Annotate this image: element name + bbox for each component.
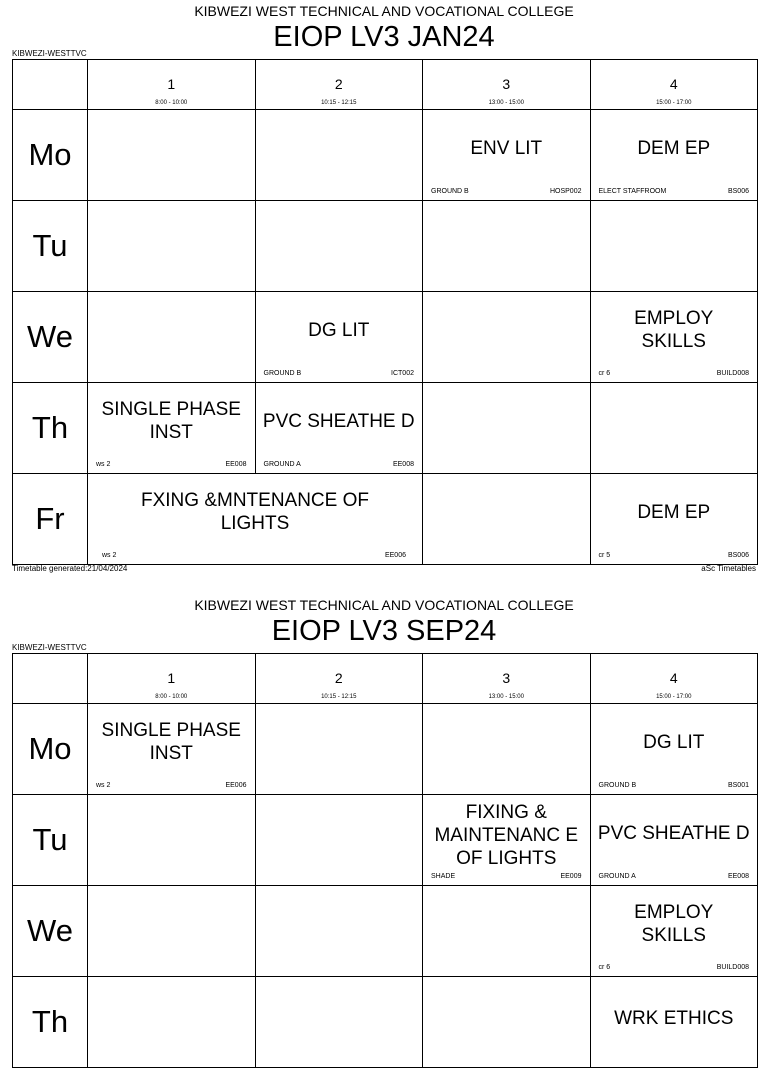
lesson-room: GROUND A bbox=[263, 461, 301, 468]
lesson-cell bbox=[590, 886, 758, 977]
period-number: 2 bbox=[334, 76, 343, 92]
period-header bbox=[255, 60, 423, 110]
lesson-subject: ENV LIT bbox=[470, 137, 543, 159]
lesson-code: BUILD008 bbox=[716, 370, 749, 377]
period-header bbox=[255, 654, 423, 704]
day-row-thursday bbox=[13, 383, 758, 474]
lesson-cell bbox=[590, 795, 758, 886]
day-row-monday bbox=[13, 704, 758, 795]
day-label: Tu bbox=[13, 795, 88, 886]
period-time: 13:00 - 15:00 bbox=[488, 100, 524, 106]
lesson-room: cr 6 bbox=[598, 964, 611, 971]
lesson-cell bbox=[88, 977, 256, 1068]
lesson-cell bbox=[423, 886, 591, 977]
lesson-cell bbox=[255, 110, 423, 201]
lesson-cell bbox=[255, 795, 423, 886]
day-label: Mo bbox=[13, 110, 88, 201]
lesson-cell bbox=[88, 886, 256, 977]
lesson-room: GROUND B bbox=[431, 188, 469, 195]
lesson-subject: PVC SHEATHE D bbox=[262, 410, 415, 432]
lesson-cell bbox=[88, 704, 256, 795]
day-row-tuesday bbox=[13, 795, 758, 886]
lesson-cell bbox=[590, 977, 758, 1068]
period-header bbox=[423, 60, 591, 110]
college-name: KIBWEZI WEST TECHNICAL AND VOCATIONAL COLLEGE bbox=[194, 597, 574, 613]
lesson-room: ws 2 bbox=[96, 461, 111, 468]
period-time: 13:00 - 15:00 bbox=[488, 694, 524, 700]
lesson-subject: FIXING & MAINTENANC E OF LIGHTS bbox=[434, 801, 579, 869]
lesson-code: ICT002 bbox=[391, 370, 414, 377]
day-label: Tu bbox=[13, 201, 88, 292]
lesson-code: BS006 bbox=[727, 188, 749, 195]
lesson-cell bbox=[590, 201, 758, 292]
corner-cell bbox=[13, 654, 88, 704]
period-time: 10:15 - 12:15 bbox=[321, 694, 357, 700]
day-label: Fr bbox=[13, 474, 88, 565]
period-number: 1 bbox=[167, 670, 176, 686]
lesson-room: cr 6 bbox=[598, 370, 611, 377]
day-row-thursday bbox=[13, 977, 758, 1068]
lesson-cell bbox=[255, 977, 423, 1068]
lesson-subject: EMPLOY SKILLS bbox=[634, 308, 714, 352]
lesson-code: BS006 bbox=[727, 552, 749, 559]
period-number: 4 bbox=[669, 670, 678, 686]
lesson-code: BUILD008 bbox=[716, 964, 749, 971]
day-row-tuesday bbox=[13, 201, 758, 292]
lesson-cell bbox=[590, 110, 758, 201]
lesson-code: EE008 bbox=[225, 461, 247, 468]
day-label: Mo bbox=[13, 704, 88, 795]
lesson-cell bbox=[88, 292, 256, 383]
period-time: 10:15 - 12:15 bbox=[321, 100, 357, 106]
period-header-row bbox=[13, 654, 758, 704]
lesson-subject: DG LIT bbox=[308, 319, 370, 341]
day-label: Th bbox=[13, 383, 88, 474]
lesson-cell bbox=[255, 292, 423, 383]
school-code: KIBWEZI-WESTTVC bbox=[12, 49, 87, 58]
lesson-subject: DEM EP bbox=[637, 501, 711, 523]
day-row-wednesday bbox=[13, 292, 758, 383]
lesson-subject: WRK ETHICS bbox=[614, 1008, 734, 1029]
lesson-code: EE008 bbox=[392, 461, 414, 468]
period-header bbox=[423, 654, 591, 704]
lesson-cell bbox=[88, 201, 256, 292]
lesson-subject: DEM EP bbox=[637, 137, 711, 159]
lesson-cell bbox=[255, 383, 423, 474]
software-credit: aSc Timetables bbox=[701, 564, 756, 573]
period-header bbox=[88, 60, 256, 110]
lesson-cell bbox=[590, 383, 758, 474]
period-number: 1 bbox=[167, 76, 176, 92]
lesson-cell bbox=[88, 383, 256, 474]
lesson-subject: FXING &MNTENANCE OF LIGHTS bbox=[140, 490, 369, 534]
lesson-cell bbox=[590, 474, 758, 565]
lesson-code: EE006 bbox=[225, 782, 247, 789]
lesson-room: GROUND B bbox=[263, 370, 302, 377]
day-row-friday bbox=[13, 474, 758, 565]
lesson-subject: DG LIT bbox=[643, 731, 705, 753]
lesson-room: ws 2 bbox=[102, 552, 117, 559]
lesson-room: ws 2 bbox=[96, 782, 111, 789]
period-time: 8:00 - 10:00 bbox=[155, 100, 188, 106]
lesson-room: GROUND B bbox=[598, 782, 637, 789]
lesson-cell bbox=[88, 110, 256, 201]
period-number: 3 bbox=[502, 76, 511, 92]
lesson-code: EE008 bbox=[727, 873, 749, 880]
school-code: KIBWEZI-WESTTVC bbox=[12, 643, 87, 652]
lesson-subject: SINGLE PHASE INST bbox=[101, 399, 241, 443]
lesson-cell bbox=[255, 201, 423, 292]
generated-date: Timetable generated:21/04/2024 bbox=[12, 564, 128, 573]
day-label: We bbox=[13, 886, 88, 977]
lesson-code: BS001 bbox=[727, 782, 749, 789]
lesson-cell bbox=[423, 383, 591, 474]
lesson-cell bbox=[423, 292, 591, 383]
lesson-cell bbox=[88, 795, 256, 886]
timetable-grid bbox=[12, 653, 758, 1068]
period-header bbox=[590, 60, 758, 110]
timetable-grid bbox=[12, 59, 758, 565]
college-name: KIBWEZI WEST TECHNICAL AND VOCATIONAL COLLEGE bbox=[194, 3, 574, 19]
corner-cell bbox=[13, 60, 88, 110]
period-header bbox=[590, 654, 758, 704]
period-number: 3 bbox=[502, 670, 511, 686]
lesson-subject: SINGLE PHASE INST bbox=[101, 720, 241, 764]
lesson-cell bbox=[255, 886, 423, 977]
lesson-cell bbox=[590, 704, 758, 795]
day-label: Th bbox=[13, 977, 88, 1068]
day-row-monday bbox=[13, 110, 758, 201]
period-number: 4 bbox=[669, 76, 678, 92]
class-title: EIOP LV3 SEP24 bbox=[271, 615, 497, 647]
lesson-cell bbox=[423, 977, 591, 1068]
lesson-cell bbox=[423, 795, 591, 886]
lesson-cell bbox=[423, 704, 591, 795]
lesson-subject: EMPLOY SKILLS bbox=[634, 902, 714, 946]
lesson-cell bbox=[423, 201, 591, 292]
lesson-cell bbox=[423, 110, 591, 201]
lesson-room: ELECT STAFFROOM bbox=[598, 188, 667, 195]
day-row-wednesday bbox=[13, 886, 758, 977]
period-time: 8:00 - 10:00 bbox=[155, 694, 188, 700]
lesson-subject: PVC SHEATHE D bbox=[597, 822, 750, 844]
period-header-row bbox=[13, 60, 758, 110]
lesson-cell bbox=[255, 704, 423, 795]
lesson-room: GROUND A bbox=[598, 873, 636, 880]
class-title: EIOP LV3 JAN24 bbox=[273, 21, 495, 53]
lesson-room: SHADE bbox=[431, 873, 456, 880]
lesson-cell bbox=[423, 474, 591, 565]
period-time: 15:00 - 17:00 bbox=[656, 694, 692, 700]
lesson-room: cr 5 bbox=[598, 552, 611, 559]
lesson-cell bbox=[88, 474, 423, 565]
lesson-code: EE006 bbox=[384, 552, 406, 559]
day-label: We bbox=[13, 292, 88, 383]
lesson-code: EE009 bbox=[560, 873, 582, 880]
period-number: 2 bbox=[334, 670, 343, 686]
period-header bbox=[88, 654, 256, 704]
lesson-cell bbox=[590, 292, 758, 383]
period-time: 15:00 - 17:00 bbox=[656, 100, 692, 106]
lesson-code: HOSP002 bbox=[549, 188, 582, 195]
